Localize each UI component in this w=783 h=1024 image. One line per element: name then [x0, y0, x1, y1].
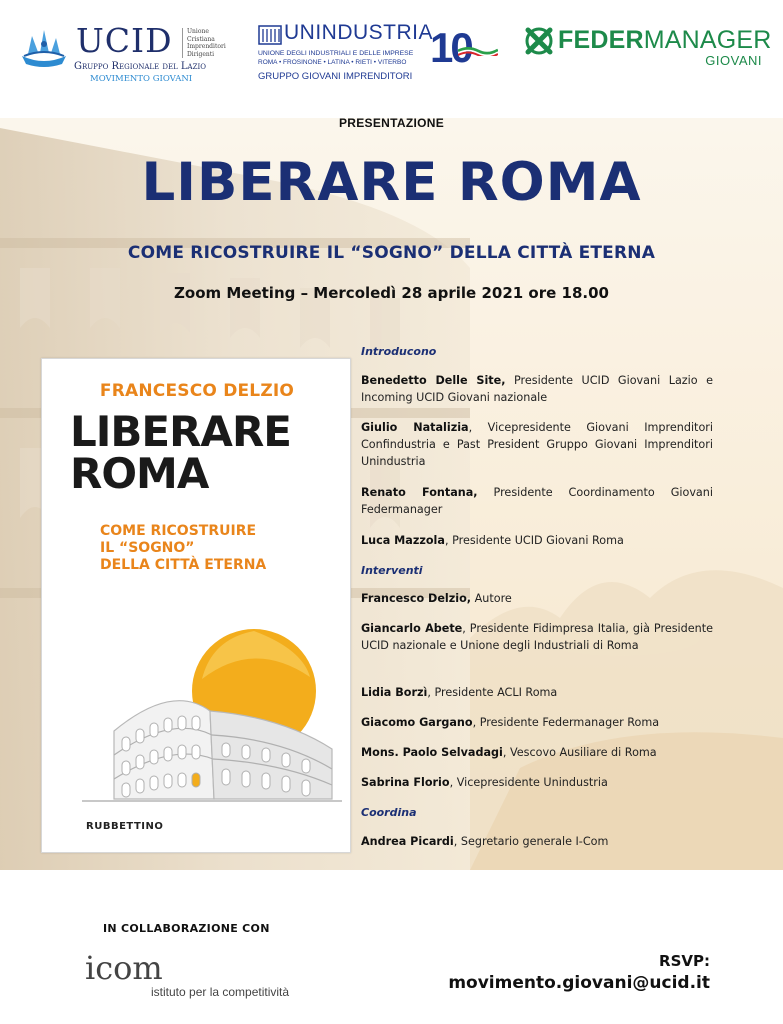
speaker-item: Giacomo Gargano, Presidente Federmanager Roma [361, 716, 660, 729]
event-datetime: Zoom Meeting – Mercoledì 28 aprile 2021 ore 18.00 [174, 284, 609, 302]
federmanager-sub: GIOVANI [705, 53, 762, 68]
ucid-seal-icon [18, 26, 70, 70]
page-title: LIBERARE ROMA [141, 152, 642, 213]
unindustria-building-icon [258, 23, 282, 45]
ucid-logo [18, 22, 228, 86]
federmanager-logo [524, 24, 772, 74]
unindustria-group: GRUPPO GIOVANI IMPRENDITORI [258, 71, 413, 82]
federmanager-wordmark: FEDERMANAGER [558, 26, 772, 54]
icom-claim: istituto per la competitività [151, 985, 290, 999]
unindustria-logo [258, 20, 498, 90]
event-subtitle: COME RICOSTRUIRE IL “SOGNO” DELLA CITTÀ ETERNA [127, 243, 656, 263]
icom-logo [85, 948, 315, 1008]
speaker-item: Andrea Picardi, Segretario generale I-Com [361, 835, 609, 848]
speaker-item: Benedetto Delle Site, Presidente UCID Giovani Lazio e Incoming UCID Giovani nazionale [361, 374, 713, 404]
speaker-item: Francesco Delzio, Autore [361, 592, 512, 605]
federmanager-knot-icon [524, 26, 554, 56]
collaboration-label: IN COLLABORAZIONE CON [103, 922, 270, 935]
speaker-item: Giulio Natalizia, Vicepresidente Giovani Imprenditori Confindustria e Past President Gruppo Giovani Imprenditori Unindustria [361, 421, 713, 468]
speaker-item: Renato Fontana, Presidente Coordinamento Giovani Federmanager [361, 486, 713, 516]
ucid-mini-text: Unione Cristiana Imprenditori Dirigenti [182, 28, 226, 58]
book-author: FRANCESCO DELZIO [99, 381, 295, 401]
section-introducono: Introducono [361, 345, 437, 358]
rsvp-email-link[interactable]: movimento.giovani@ucid.it [448, 973, 710, 993]
ucid-movement-line: MOVIMENTO GIOVANI [90, 74, 193, 84]
book-title: LIBERARE ROMA [70, 407, 291, 498]
anniversary-badge: 10 [430, 24, 471, 71]
book-subtitle: COME RICOSTRUIRE IL “SOGNO” DELLA CITTÀ ETERNA [100, 523, 267, 573]
unindustria-line2: ROMA • FROSINONE • LATINA • RIETI • VITERBO [258, 59, 407, 66]
eyebrow-label: PRESENTAZIONE [338, 116, 445, 130]
unindustria-wordmark: UNINDUSTRIA [284, 21, 434, 44]
section-interventi: Interventi [361, 564, 423, 577]
header-logos [0, 0, 783, 118]
icom-wordmark: icom [85, 949, 163, 987]
book-cover [41, 358, 351, 853]
speaker-item: Sabrina Florio, Vicepresidente Unindustria [361, 776, 608, 789]
speaker-item: Luca Mazzola, Presidente UCID Giovani Roma [361, 534, 624, 547]
speaker-item: Mons. Paolo Selvadagi, Vescovo Ausiliare di Roma [361, 746, 657, 759]
ucid-wordmark: UCID [76, 21, 173, 60]
speaker-item: Giancarlo Abete, Presidente Fidimpresa Italia, già Presidente UCID nazionale e Unione degli Industriali di Roma [361, 622, 713, 652]
rsvp-label: RSVP: [659, 952, 710, 970]
speaker-item: Lidia Borzì, Presidente ACLI Roma [361, 686, 558, 699]
unindustria-line1: UNIONE DEGLI INDUSTRIALI E DELLE IMPRESE [258, 50, 414, 57]
section-coordina: Coordina [361, 806, 417, 819]
ucid-group-line: Gruppo Regionale del Lazio [74, 61, 206, 72]
book-colosseum-illustration [42, 619, 351, 819]
italian-ribbon-icon [458, 46, 498, 56]
book-publisher: RUBBETTINO [86, 821, 164, 832]
